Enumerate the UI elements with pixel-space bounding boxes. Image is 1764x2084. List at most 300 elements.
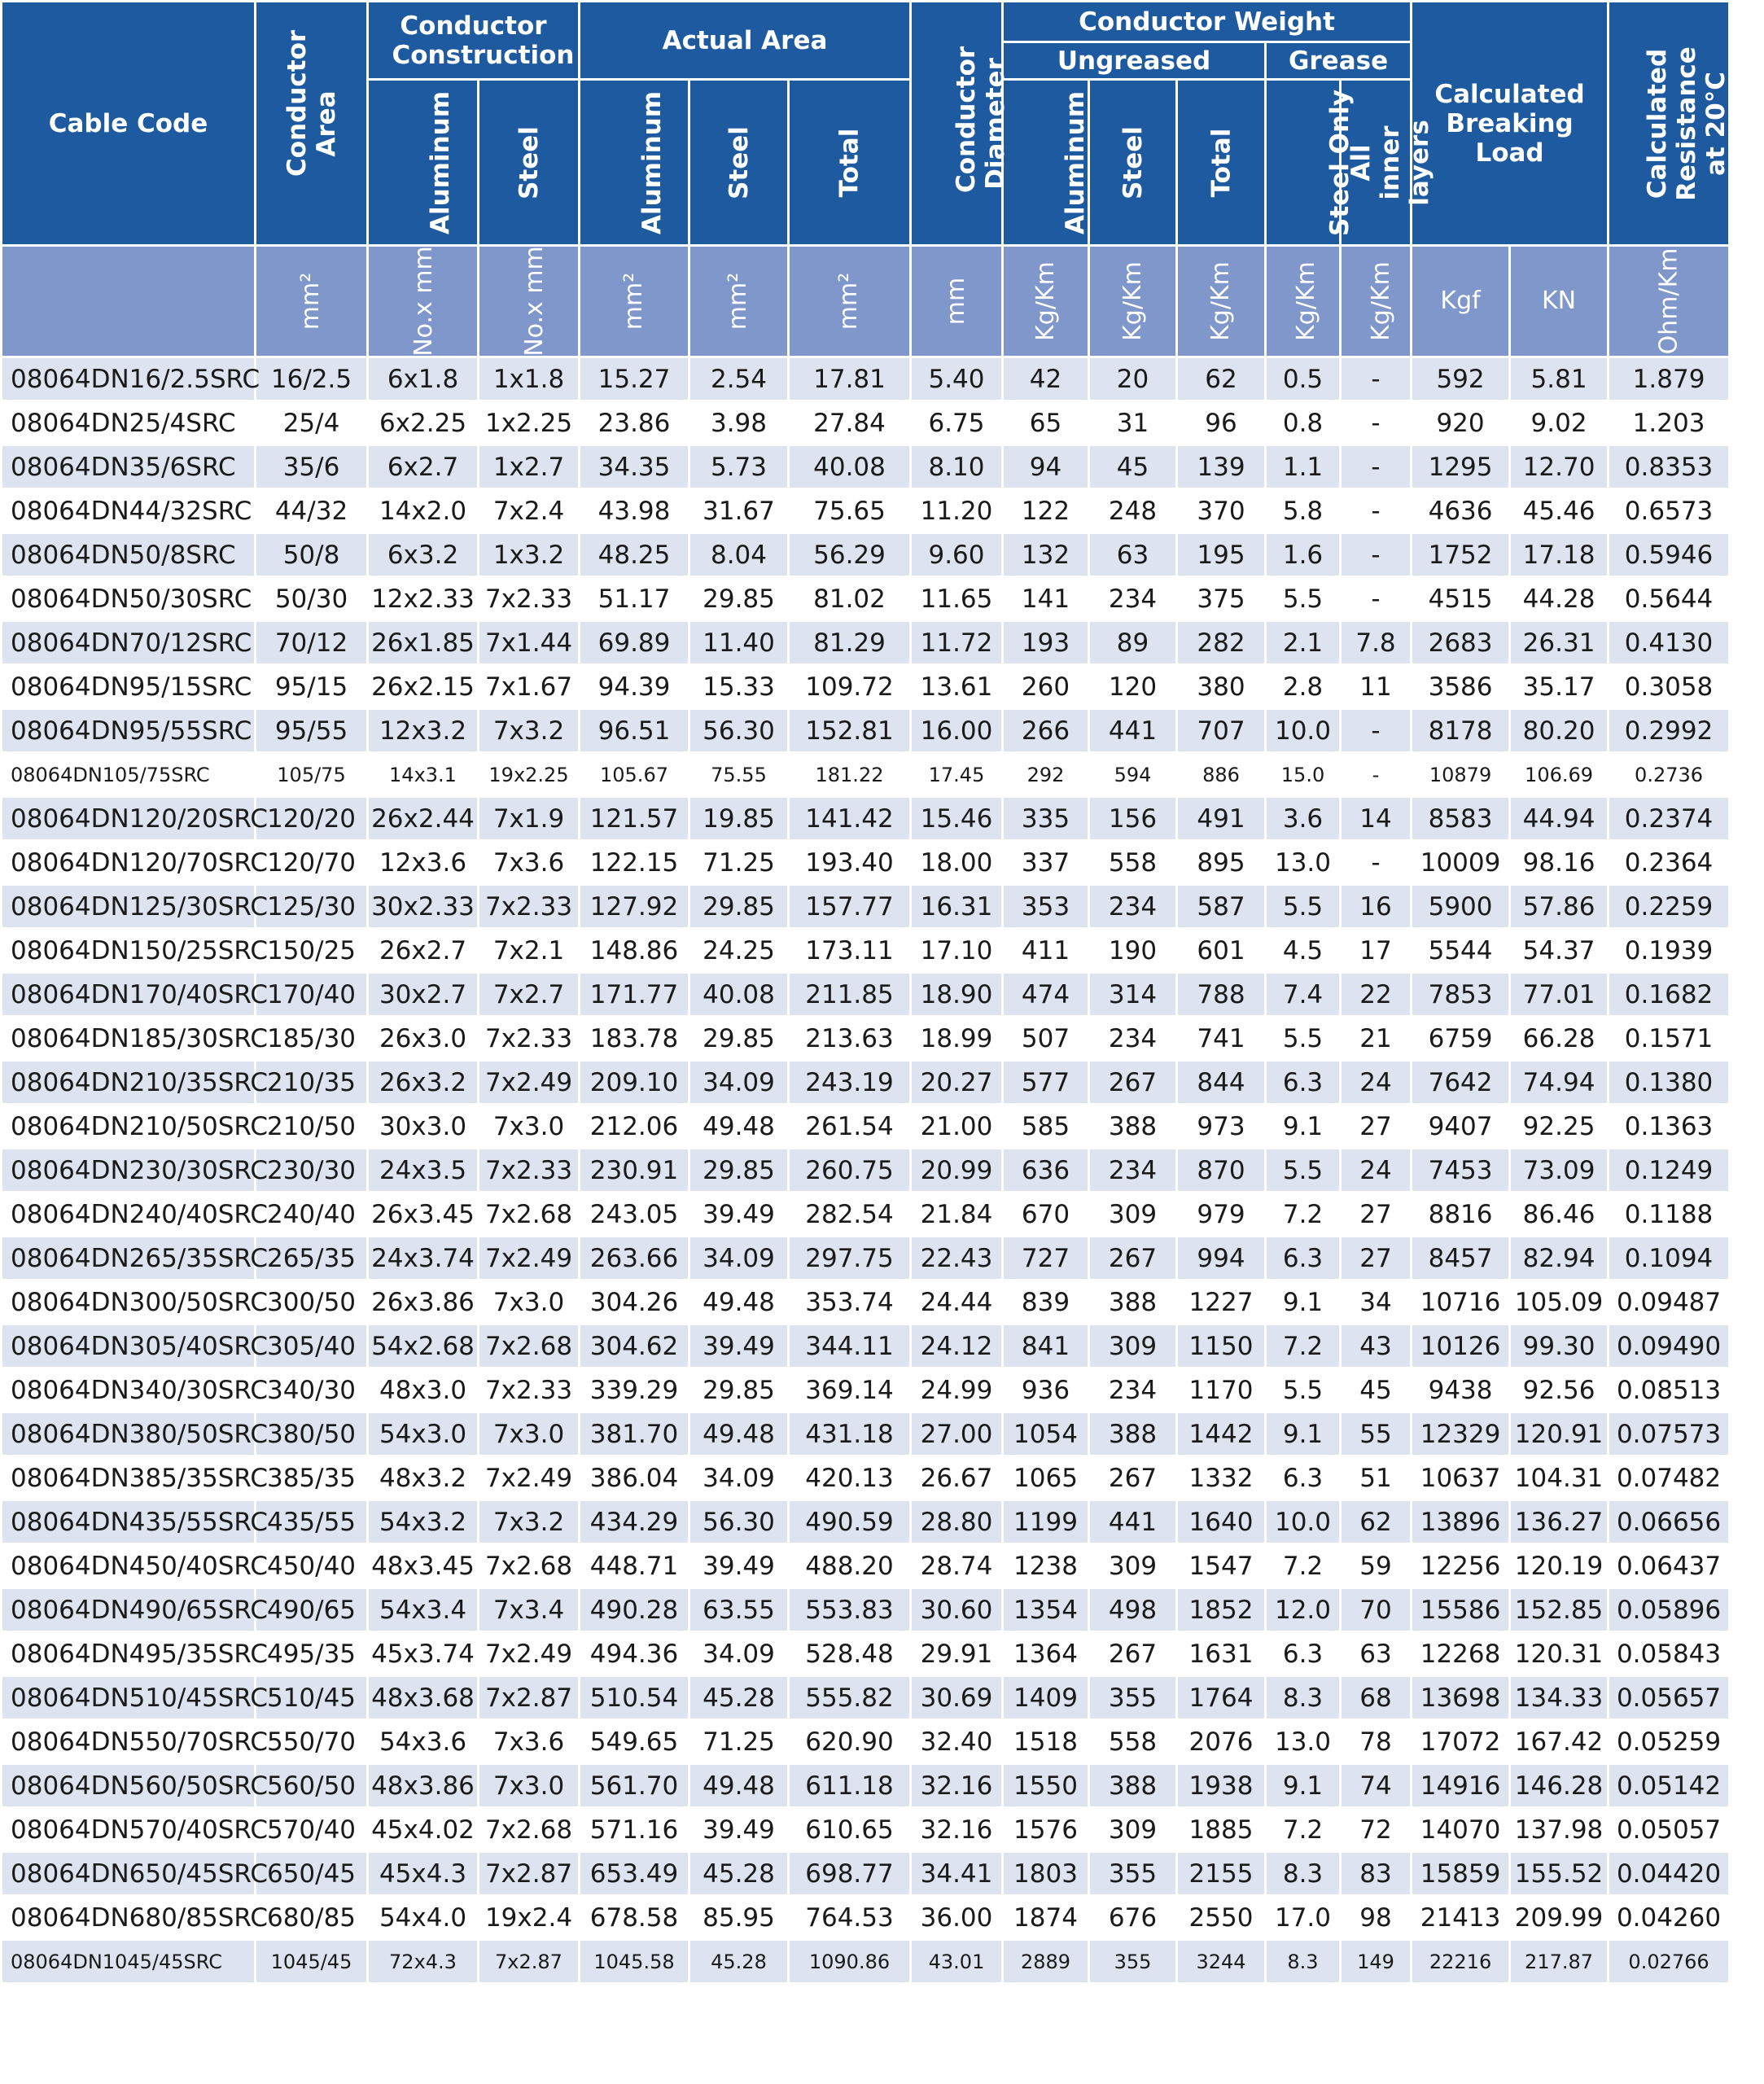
table-cell: 26x3.45: [368, 1193, 479, 1237]
table-cell: 8.04: [689, 533, 789, 577]
table-cell: 171.77: [580, 973, 689, 1017]
table-cell: 234: [1089, 1368, 1177, 1412]
unit-cell: [256, 246, 368, 357]
table-cell: 104.31: [1510, 1456, 1609, 1500]
table-cell: 2550: [1177, 1896, 1266, 1940]
table-cell: 29.85: [689, 1017, 789, 1061]
table-row: [2, 401, 1730, 445]
table-cell: 1x1.8: [479, 357, 580, 401]
header-weight-steel-text: Steel: [1118, 125, 1148, 199]
table-cell: 0.1939: [1609, 929, 1730, 973]
header-weight-total: [1177, 80, 1266, 246]
table-cell: 355: [1089, 1852, 1177, 1896]
table-cell: 309: [1089, 1324, 1177, 1368]
table-cell: 13698: [1412, 1676, 1510, 1720]
table-cell: 24x3.5: [368, 1149, 479, 1193]
table-row: [2, 1720, 1730, 1764]
table-cell: 82.94: [1510, 1237, 1609, 1281]
table-cell: 17: [1341, 929, 1412, 973]
table-cell: 7x2.7: [479, 973, 580, 1017]
table-cell: 11.20: [911, 489, 1003, 533]
table-cell: 0.8: [1266, 401, 1341, 445]
table-cell: 22: [1341, 973, 1412, 1017]
table-cell: 594: [1089, 753, 1177, 797]
table-cell: 369.14: [789, 1368, 911, 1412]
table-cell: 7x3.6: [479, 1720, 580, 1764]
table-cell: 1238: [1003, 1544, 1089, 1588]
table-cell: 72x4.3: [368, 1940, 479, 1984]
table-cell: 0.05057: [1609, 1808, 1730, 1852]
table-cell: -: [1341, 445, 1412, 489]
unit-label: mm²: [619, 272, 648, 331]
table-cell: 7x3.0: [479, 1281, 580, 1324]
table-cell: 11.40: [689, 621, 789, 665]
table-cell: 49.48: [689, 1412, 789, 1456]
unit-label: Kg/Km: [1366, 261, 1395, 341]
table-cell: 26x2.15: [368, 665, 479, 709]
unit-cell-empty: [2, 246, 256, 357]
unit-label: Kg/Km: [1291, 261, 1320, 341]
table-cell: 54x2.68: [368, 1324, 479, 1368]
table-cell: 7x2.87: [479, 1940, 580, 1984]
table-cell: 74: [1341, 1764, 1412, 1808]
table-cell: 431.18: [789, 1412, 911, 1456]
table-cell: 24.12: [911, 1324, 1003, 1368]
table-cell: 75.55: [689, 753, 789, 797]
table-cell: 570/40: [256, 1808, 368, 1852]
table-cell: 40.08: [789, 445, 911, 489]
table-cell: 9.1: [1266, 1412, 1341, 1456]
table-cell: 1295: [1412, 445, 1510, 489]
table-row: [2, 1456, 1730, 1500]
table-cell: 16: [1341, 885, 1412, 929]
table-cell: 105.09: [1510, 1281, 1609, 1324]
header-conductor-construction: [368, 2, 580, 80]
table-cell: 15.27: [580, 357, 689, 401]
table-cell: 27.00: [911, 1412, 1003, 1456]
table-cell: 45.28: [689, 1852, 789, 1896]
table-cell: 304.62: [580, 1324, 689, 1368]
table-cell: 1.6: [1266, 533, 1341, 577]
table-cell: 1752: [1412, 533, 1510, 577]
table-cell: 43: [1341, 1324, 1412, 1368]
table-cell: 1631: [1177, 1632, 1266, 1676]
table-cell: 44.94: [1510, 797, 1609, 841]
table-cell: 263.66: [580, 1237, 689, 1281]
table-cell: -: [1341, 753, 1412, 797]
header-conductor-area: [256, 2, 368, 246]
table-cell: 19x2.25: [479, 753, 580, 797]
table-cell: 6x2.7: [368, 445, 479, 489]
table-cell: 1442: [1177, 1412, 1266, 1456]
header-resistance: [1609, 2, 1730, 246]
cable-code-cell: 08064DN230/30SRC: [2, 1149, 256, 1193]
table-cell: 2683: [1412, 621, 1510, 665]
table-row: [2, 1940, 1730, 1984]
table-cell: 30x2.33: [368, 885, 479, 929]
table-cell: 195: [1177, 533, 1266, 577]
table-cell: 122: [1003, 489, 1089, 533]
table-cell: 7.2: [1266, 1808, 1341, 1852]
cable-code-cell: 08064DN570/40SRC: [2, 1808, 256, 1852]
unit-label: No.x mm: [409, 246, 438, 357]
table-cell: 1150: [1177, 1324, 1266, 1368]
header-cable-code: Cable Code: [2, 2, 256, 246]
table-cell: 2.54: [689, 357, 789, 401]
table-cell: 375: [1177, 577, 1266, 621]
table-cell: 71.25: [689, 841, 789, 885]
table-cell: 411: [1003, 929, 1089, 973]
unit-label: Kg/Km: [1118, 261, 1147, 341]
table-cell: 34.35: [580, 445, 689, 489]
table-cell: 7x2.87: [479, 1676, 580, 1720]
table-cell: 577: [1003, 1061, 1089, 1105]
table-cell: 149: [1341, 1940, 1412, 1984]
table-cell: 0.1682: [1609, 973, 1730, 1017]
table-cell: 48x3.0: [368, 1368, 479, 1412]
table-cell: 54x4.0: [368, 1896, 479, 1940]
table-row: [2, 797, 1730, 841]
table-cell: 66.28: [1510, 1017, 1609, 1061]
table-row: [2, 1808, 1730, 1852]
table-cell: 248: [1089, 489, 1177, 533]
table-cell: 448.71: [580, 1544, 689, 1588]
cable-code-cell: 08064DN210/50SRC: [2, 1105, 256, 1149]
cable-code-cell: 08064DN150/25SRC: [2, 929, 256, 973]
table-cell: 50/8: [256, 533, 368, 577]
table-cell: 26x3.86: [368, 1281, 479, 1324]
table-cell: 8178: [1412, 709, 1510, 753]
header-conductor-diameter: [911, 2, 1010, 246]
table-cell: 57.86: [1510, 885, 1609, 929]
table-cell: 25/4: [256, 401, 368, 445]
table-cell: 3244: [1177, 1940, 1266, 1984]
table-cell: 45x3.74: [368, 1632, 479, 1676]
table-row: [2, 973, 1730, 1017]
table-row: [2, 1149, 1730, 1193]
cable-code-cell: 08064DN105/75SRC: [2, 753, 256, 797]
table-cell: 122.15: [580, 841, 689, 885]
table-cell: 120.31: [1510, 1632, 1609, 1676]
table-cell: 587: [1177, 885, 1266, 929]
table-cell: 24.25: [689, 929, 789, 973]
table-cell: 6x2.25: [368, 401, 479, 445]
table-cell: 1x2.25: [479, 401, 580, 445]
table-cell: 335: [1003, 797, 1089, 841]
table-cell: 450/40: [256, 1544, 368, 1588]
table-cell: 27: [1341, 1237, 1412, 1281]
table-cell: 11: [1341, 665, 1412, 709]
unit-label: Ohm/Km: [1654, 247, 1683, 355]
table-cell: 979: [1177, 1193, 1266, 1237]
table-cell: 4636: [1412, 489, 1510, 533]
table-cell: 32.16: [911, 1764, 1003, 1808]
table-cell: 139: [1177, 445, 1266, 489]
table-cell: 7x2.68: [479, 1193, 580, 1237]
table-cell: 0.06656: [1609, 1500, 1730, 1544]
table-cell: 29.91: [911, 1632, 1003, 1676]
table-cell: 441: [1089, 1500, 1177, 1544]
table-cell: 20: [1089, 357, 1177, 401]
table-cell: 12256: [1412, 1544, 1510, 1588]
table-cell: 30.60: [911, 1588, 1003, 1632]
table-cell: 6x1.8: [368, 357, 479, 401]
table-cell: 95/55: [256, 709, 368, 753]
table-cell: 120.91: [1510, 1412, 1609, 1456]
table-cell: 81.29: [789, 621, 911, 665]
table-cell: 21: [1341, 1017, 1412, 1061]
table-cell: 6.3: [1266, 1456, 1341, 1500]
table-cell: 528.48: [789, 1632, 911, 1676]
table-cell: 1065: [1003, 1456, 1089, 1500]
table-cell: 435/55: [256, 1500, 368, 1544]
unit-cell: [1609, 246, 1730, 357]
table-row: [2, 1193, 1730, 1237]
table-cell: 0.4130: [1609, 621, 1730, 665]
table-cell: 65: [1003, 401, 1089, 445]
table-cell: 0.06437: [1609, 1544, 1730, 1588]
table-cell: 78: [1341, 1720, 1412, 1764]
table-cell: 30x3.0: [368, 1105, 479, 1149]
table-cell: 601: [1177, 929, 1266, 973]
table-cell: 309: [1089, 1808, 1177, 1852]
table-cell: 49.48: [689, 1105, 789, 1149]
unit-cell: [789, 246, 911, 357]
table-row: [2, 665, 1730, 709]
table-cell: 0.09490: [1609, 1324, 1730, 1368]
table-cell: 1764: [1177, 1676, 1266, 1720]
table-cell: 676: [1089, 1896, 1177, 1940]
cable-code-cell: 08064DN95/15SRC: [2, 665, 256, 709]
table-cell: 39.49: [689, 1324, 789, 1368]
table-cell: 973: [1177, 1105, 1266, 1149]
table-cell: 282: [1177, 621, 1266, 665]
table-cell: 157.77: [789, 885, 911, 929]
table-cell: 994: [1177, 1237, 1266, 1281]
table-cell: 213.63: [789, 1017, 911, 1061]
cable-code-cell: 08064DN510/45SRC: [2, 1676, 256, 1720]
table-cell: 2.8: [1266, 665, 1341, 709]
table-cell: 11.72: [911, 621, 1003, 665]
table-cell: 24: [1341, 1061, 1412, 1105]
table-cell: 353.74: [789, 1281, 911, 1324]
table-cell: 54x3.4: [368, 1588, 479, 1632]
table-row: [2, 445, 1730, 489]
cable-code-cell: 08064DN125/30SRC: [2, 885, 256, 929]
table-cell: 1576: [1003, 1808, 1089, 1852]
table-cell: 266: [1003, 709, 1089, 753]
table-cell: 210/50: [256, 1105, 368, 1149]
table-cell: 62: [1177, 357, 1266, 401]
table-cell: 56.30: [689, 1500, 789, 1544]
table-cell: 0.07573: [1609, 1412, 1730, 1456]
table-cell: 15859: [1412, 1852, 1510, 1896]
table-cell: 9.1: [1266, 1105, 1341, 1149]
unit-cell: [911, 246, 1003, 357]
table-cell: 314: [1089, 973, 1177, 1017]
table-cell: 30x2.7: [368, 973, 479, 1017]
table-cell: 1170: [1177, 1368, 1266, 1412]
table-cell: 5.5: [1266, 1149, 1341, 1193]
table-cell: 5.73: [689, 445, 789, 489]
table-cell: 48x3.45: [368, 1544, 479, 1588]
table-cell: 234: [1089, 885, 1177, 929]
table-cell: 234: [1089, 1149, 1177, 1193]
header-grease-inner-layers-text: All inner layers: [1346, 119, 1434, 206]
table-cell: 210/35: [256, 1061, 368, 1105]
unit-label: Kg/Km: [1031, 261, 1060, 341]
table-cell: 388: [1089, 1764, 1177, 1808]
table-cell: 17.0: [1266, 1896, 1341, 1940]
table-cell: 0.07482: [1609, 1456, 1730, 1500]
table-row: [2, 1017, 1730, 1061]
table-cell: 5900: [1412, 885, 1510, 929]
table-cell: 0.5: [1266, 357, 1341, 401]
table-cell: 10126: [1412, 1324, 1510, 1368]
cable-code-cell: 08064DN185/30SRC: [2, 1017, 256, 1061]
table-cell: 243.05: [580, 1193, 689, 1237]
table-cell: 22216: [1412, 1940, 1510, 1984]
table-cell: 137.98: [1510, 1808, 1609, 1852]
table-cell: 17.10: [911, 929, 1003, 973]
cable-code-cell: 08064DN95/55SRC: [2, 709, 256, 753]
table-cell: 209.99: [1510, 1896, 1609, 1940]
table-row: [2, 577, 1730, 621]
table-cell: 5544: [1412, 929, 1510, 973]
table-cell: 0.6573: [1609, 489, 1730, 533]
table-cell: 558: [1089, 1720, 1177, 1764]
table-cell: 490/65: [256, 1588, 368, 1632]
header-area-total: [789, 80, 911, 246]
table-cell: 34.09: [689, 1061, 789, 1105]
unit-cell: [1341, 246, 1412, 357]
table-cell: 86.46: [1510, 1193, 1609, 1237]
table-cell: 7x1.9: [479, 797, 580, 841]
table-cell: 5.40: [911, 357, 1003, 401]
table-cell: 15.0: [1266, 753, 1341, 797]
table-cell: 610.65: [789, 1808, 911, 1852]
table-cell: 10879: [1412, 753, 1510, 797]
table-cell: 62: [1341, 1500, 1412, 1544]
table-cell: 243.19: [789, 1061, 911, 1105]
table-cell: 0.04420: [1609, 1852, 1730, 1896]
table-cell: 181.22: [789, 753, 911, 797]
table-cell: 292: [1003, 753, 1089, 797]
table-cell: 1938: [1177, 1764, 1266, 1808]
table-cell: 340/30: [256, 1368, 368, 1412]
table-row: [2, 709, 1730, 753]
table-cell: 7x2.49: [479, 1061, 580, 1105]
table-cell: 150/25: [256, 929, 368, 973]
table-cell: 1803: [1003, 1852, 1089, 1896]
table-cell: 490.59: [789, 1500, 911, 1544]
table-cell: 5.81: [1510, 357, 1609, 401]
table-cell: 7x3.0: [479, 1412, 580, 1456]
table-cell: 39.49: [689, 1193, 789, 1237]
table-cell: 34.09: [689, 1237, 789, 1281]
table-cell: 0.02766: [1609, 1940, 1730, 1984]
cable-code-cell: 08064DN650/45SRC: [2, 1852, 256, 1896]
table-row: [2, 357, 1730, 401]
table-cell: 17.45: [911, 753, 1003, 797]
table-cell: 1227: [1177, 1281, 1266, 1324]
table-cell: 355: [1089, 1940, 1177, 1984]
table-cell: 18.90: [911, 973, 1003, 1017]
table-cell: 45: [1089, 445, 1177, 489]
table-cell: 9407: [1412, 1105, 1510, 1149]
table-cell: 26x3.0: [368, 1017, 479, 1061]
table-cell: 170/40: [256, 973, 368, 1017]
table-cell: 7x2.33: [479, 1017, 580, 1061]
table-cell: 560/50: [256, 1764, 368, 1808]
table-cell: 1354: [1003, 1588, 1089, 1632]
table-cell: 7x2.33: [479, 577, 580, 621]
table-cell: 44/32: [256, 489, 368, 533]
table-cell: 6.3: [1266, 1061, 1341, 1105]
table-cell: 77.01: [1510, 973, 1609, 1017]
table-cell: -: [1341, 401, 1412, 445]
table-cell: 1518: [1003, 1720, 1089, 1764]
table-cell: 120: [1089, 665, 1177, 709]
table-row: [2, 1061, 1730, 1105]
table-cell: 34.41: [911, 1852, 1003, 1896]
table-cell: 7x2.68: [479, 1324, 580, 1368]
table-cell: 1x2.7: [479, 445, 580, 489]
table-cell: 1.203: [1609, 401, 1730, 445]
cable-code-cell: 08064DN490/65SRC: [2, 1588, 256, 1632]
table-cell: 141: [1003, 577, 1089, 621]
table-cell: 0.3058: [1609, 665, 1730, 709]
table-cell: 39.49: [689, 1808, 789, 1852]
table-row: [2, 533, 1730, 577]
table-cell: 620.90: [789, 1720, 911, 1764]
header-resistance-text: Calculated Resistance at 20°C: [1643, 46, 1731, 201]
unit-label: mm²: [834, 272, 864, 331]
table-cell: 571.16: [580, 1808, 689, 1852]
table-cell: 5.8: [1266, 489, 1341, 533]
header-conductor-area-text: Conductor Area: [282, 29, 341, 177]
table-cell: 3586: [1412, 665, 1510, 709]
table-cell: 27: [1341, 1193, 1412, 1237]
header-grease-steel-only: [1266, 80, 1355, 246]
table-cell: 55: [1341, 1412, 1412, 1456]
table-cell: 71.25: [689, 1720, 789, 1764]
table-cell: 12x3.2: [368, 709, 479, 753]
table-cell: 260: [1003, 665, 1089, 709]
table-cell: 0.2736: [1609, 753, 1730, 797]
table-cell: 29.85: [689, 1149, 789, 1193]
table-row: [2, 1852, 1730, 1896]
cable-code-cell: 08064DN44/32SRC: [2, 489, 256, 533]
table-cell: 32.40: [911, 1720, 1003, 1764]
table-cell: 7x2.68: [479, 1544, 580, 1588]
table-cell: 653.49: [580, 1852, 689, 1896]
table-cell: 26x1.85: [368, 621, 479, 665]
header-area-aluminum-text: Aluminum: [637, 90, 668, 234]
header-construction-aluminum-text: Aluminum: [426, 90, 456, 234]
table-cell: 21.84: [911, 1193, 1003, 1237]
table-cell: 136.27: [1510, 1500, 1609, 1544]
table-cell: 339.29: [580, 1368, 689, 1412]
table-cell: 17072: [1412, 1720, 1510, 1764]
unit-label: mm²: [296, 272, 326, 331]
table-cell: 34.09: [689, 1632, 789, 1676]
table-cell: 54x3.0: [368, 1412, 479, 1456]
table-cell: 14x2.0: [368, 489, 479, 533]
header-breaking-load-text: Calculated Breaking Load: [1434, 79, 1585, 168]
table-cell: 54.37: [1510, 929, 1609, 973]
unit-cell: [689, 246, 789, 357]
